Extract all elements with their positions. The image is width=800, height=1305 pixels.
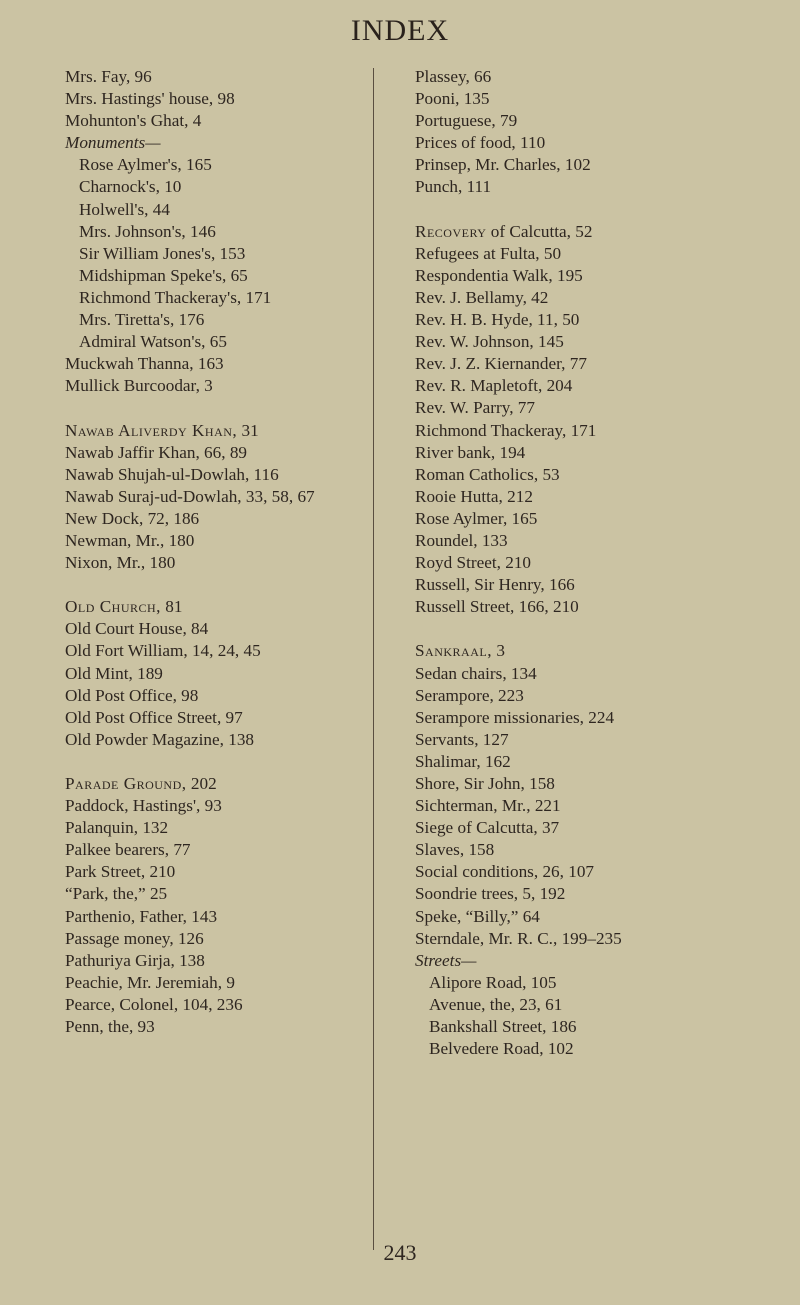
- entry-text: Muckwah Thanna, 163: [65, 354, 224, 374]
- entry-text: Bankshall Street, 186: [429, 1017, 577, 1037]
- index-subentry: [65, 154, 365, 176]
- entry-text: Old Powder Magazine, 138: [65, 729, 255, 749]
- index-subentry: [65, 199, 365, 221]
- entry-text: Old Court House, 84: [65, 619, 209, 639]
- entry-text: Parthenio, Father, 143: [65, 906, 218, 926]
- index-entry: [65, 773, 365, 795]
- index-entry: [65, 839, 365, 861]
- entry-text: Social conditions, 26, 107: [415, 862, 595, 882]
- entry-text: Rev. H. B. Hyde, 11, 50: [415, 310, 580, 330]
- spacer: [415, 618, 795, 640]
- index-subentry: [65, 176, 365, 198]
- entry-text: Sterndale, Mr. R. C., 199–235: [415, 928, 622, 948]
- entry-text: Old Post Office Street, 97: [65, 707, 243, 727]
- index-entry: [415, 265, 795, 287]
- index-entry: [65, 618, 365, 640]
- index-entry: [65, 640, 365, 662]
- entry-text: Servants, 127: [415, 729, 509, 749]
- entry-text: Mrs. Tiretta's, 176: [79, 310, 205, 330]
- spacer: [65, 397, 365, 419]
- entry-text: Nawab Jaffir Khan, 66, 89: [65, 442, 248, 462]
- index-entry: [415, 861, 795, 883]
- entry-text: Russell Street, 166, 210: [415, 597, 579, 617]
- entry-text: Respondentia Walk, 195: [415, 265, 583, 285]
- index-entry: [415, 530, 795, 552]
- index-entry: [415, 817, 795, 839]
- index-entry: [415, 508, 795, 530]
- index-entry: [415, 640, 795, 662]
- entry-text: Pearce, Colonel, 104, 236: [65, 994, 243, 1014]
- index-entry: [65, 1016, 365, 1038]
- entry-text: Prinsep, Mr. Charles, 102: [415, 155, 591, 175]
- index-column-right: [415, 66, 795, 1060]
- entry-text: Sichterman, Mr., 221: [415, 796, 561, 816]
- index-entry: [65, 817, 365, 839]
- entry-text: Charnock's, 10: [79, 177, 182, 197]
- index-entry: [415, 287, 795, 309]
- index-entry: [415, 685, 795, 707]
- entry-text: Refugees at Fulta, 50: [415, 243, 562, 263]
- entry-text: New Dock, 72, 186: [65, 508, 200, 528]
- page-title: INDEX: [350, 14, 450, 47]
- index-entry: [415, 552, 795, 574]
- column-divider: [373, 68, 374, 1250]
- index-entry: [65, 729, 365, 751]
- entry-text: Newman, Mr., 180: [65, 530, 195, 550]
- index-entry: [415, 309, 795, 331]
- entry-text: Rooie Hutta, 212: [415, 486, 533, 506]
- entry-text: Peachie, Mr. Jeremiah, 9: [65, 972, 235, 992]
- index-entry: [415, 883, 795, 905]
- index-entry: [415, 176, 795, 198]
- index-entry: [65, 552, 365, 574]
- index-entry: [65, 486, 365, 508]
- entry-text: Soondrie trees, 5, 192: [415, 884, 566, 904]
- entry-lead-smallcaps: Sankraal,: [415, 641, 493, 661]
- index-entry: [415, 596, 795, 618]
- entry-text: Mrs. Johnson's, 146: [79, 221, 216, 241]
- index-entry: [415, 353, 795, 375]
- entry-text: Slaves, 158: [415, 840, 495, 860]
- entry-text: Palkee bearers, 77: [65, 840, 191, 860]
- index-entry: [65, 596, 365, 618]
- entry-text: Paddock, Hastings', 93: [65, 796, 222, 816]
- index-entry: [415, 839, 795, 861]
- index-entry: [415, 154, 795, 176]
- entry-text: Admiral Watson's, 65: [79, 332, 227, 352]
- spacer: [415, 199, 795, 221]
- index-entry: [415, 729, 795, 751]
- entry-text: Royd Street, 210: [415, 553, 532, 573]
- index-entry: [65, 906, 365, 928]
- entry-text: Park Street, 210: [65, 862, 176, 882]
- entry-text: Rev. W. Parry, 77: [415, 398, 535, 418]
- index-entry: [415, 751, 795, 773]
- entry-text: Midshipman Speke's, 65: [79, 265, 248, 285]
- index-subentry: [65, 331, 365, 353]
- entry-text: 81: [160, 597, 183, 617]
- index-heading: [415, 950, 795, 972]
- index-entry: [415, 420, 795, 442]
- index-entry: [65, 464, 365, 486]
- entry-text: Sir William Jones's, 153: [79, 243, 246, 263]
- index-entry: [415, 707, 795, 729]
- entry-text: Serampore missionaries, 224: [415, 707, 615, 727]
- entry-text: “Park, the,” 25: [65, 884, 168, 904]
- entry-text: Mullick Burcoodar, 3: [65, 376, 213, 396]
- entry-text: Richmond Thackeray's, 171: [79, 287, 272, 307]
- index-entry: [415, 795, 795, 817]
- index-entry: [415, 110, 795, 132]
- entry-text: Russell, Sir Henry, 166: [415, 575, 575, 595]
- entry-text: 202: [186, 774, 217, 793]
- entry-text: Nawab Shujah-ul-Dowlah, 116: [65, 464, 279, 484]
- index-entry: [65, 66, 365, 88]
- entry-text: Shalimar, 162: [415, 751, 511, 771]
- entry-text: 31: [237, 420, 259, 440]
- index-entry: [415, 375, 795, 397]
- entry-text: Rev. J. Z. Kiernander, 77: [415, 354, 587, 374]
- entry-text: Rev. W. Johnson, 145: [415, 332, 564, 352]
- index-entry: [415, 928, 795, 950]
- entry-text: Portuguese, 79: [415, 111, 518, 131]
- entry-text: Sedan chairs, 134: [415, 663, 537, 683]
- entry-text: Rev. R. Mapletoft, 204: [415, 376, 573, 396]
- index-entry: [65, 508, 365, 530]
- index-entry: [65, 883, 365, 905]
- entry-text: Rev. J. Bellamy, 42: [415, 287, 549, 307]
- entry-text: Punch, 111: [415, 177, 492, 197]
- entry-text: Siege of Calcutta, 37: [415, 818, 560, 838]
- entry-lead-smallcaps: Old Church,: [65, 597, 161, 617]
- spacer: [65, 574, 365, 596]
- entry-text: 3: [492, 641, 505, 661]
- entry-text: Streets—: [415, 950, 477, 970]
- index-subentry: [65, 265, 365, 287]
- entry-text: Roundel, 133: [415, 530, 508, 550]
- entry-text: Belvedere Road, 102: [429, 1039, 574, 1059]
- index-entry: [65, 442, 365, 464]
- index-entry: [65, 685, 365, 707]
- entry-text: Avenue, the, 23, 61: [429, 994, 563, 1014]
- index-entry: [415, 663, 795, 685]
- entry-text: Speke, “Billy,” 64: [415, 906, 540, 926]
- index-subentry: [415, 1016, 795, 1038]
- index-entry: [65, 420, 365, 442]
- index-entry: [415, 221, 795, 243]
- index-heading: [65, 132, 365, 154]
- index-entry: [65, 530, 365, 552]
- index-subentry: [65, 309, 365, 331]
- index-entry: [415, 906, 795, 928]
- entry-text: Old Fort William, 14, 24, 45: [65, 641, 261, 661]
- index-subentry: [415, 972, 795, 994]
- entry-text: Roman Catholics, 53: [415, 464, 560, 484]
- index-entry: [65, 663, 365, 685]
- index-entry: [65, 110, 365, 132]
- index-entry: [415, 331, 795, 353]
- index-entry: [65, 375, 365, 397]
- index-entry: [415, 66, 795, 88]
- index-entry: [65, 950, 365, 972]
- entry-text: Old Post Office, 98: [65, 685, 199, 705]
- entry-text: Penn, the, 93: [65, 1017, 155, 1037]
- index-entry: [65, 928, 365, 950]
- entry-text: Palanquin, 132: [65, 818, 169, 838]
- index-entry: [415, 88, 795, 110]
- entry-text: Monuments—: [65, 133, 161, 153]
- index-subentry: [415, 994, 795, 1016]
- index-entry: [415, 574, 795, 596]
- index-entry: [415, 773, 795, 795]
- entry-text: Pathuriya Girja, 138: [65, 950, 205, 970]
- index-entry: [65, 972, 365, 994]
- entry-lead-smallcaps: Recovery: [415, 221, 487, 241]
- entry-text: Mohunton's Ghat, 4: [65, 111, 202, 131]
- spacer: [65, 751, 365, 773]
- index-column-left: [65, 66, 365, 1038]
- entry-text: Plassey, 66: [415, 67, 492, 86]
- entry-text: Richmond Thackeray, 171: [415, 420, 597, 440]
- page-number: 243: [383, 1240, 417, 1265]
- entry-text: River bank, 194: [415, 442, 526, 462]
- entry-lead-smallcaps: Parade Ground,: [65, 774, 187, 793]
- index-subentry: [65, 243, 365, 265]
- index-entry: [65, 795, 365, 817]
- entry-text: Prices of food, 110: [415, 133, 546, 153]
- index-entry: [415, 397, 795, 419]
- entry-text: Shore, Sir John, 158: [415, 774, 555, 793]
- index-entry: [415, 442, 795, 464]
- index-subentry: [65, 221, 365, 243]
- entry-text: Old Mint, 189: [65, 663, 163, 683]
- entry-text: Rose Aylmer, 165: [415, 508, 538, 528]
- entry-text: Mrs. Hastings' house, 98: [65, 89, 235, 109]
- index-entry: [65, 707, 365, 729]
- entry-text: Serampore, 223: [415, 685, 524, 705]
- entry-text: of Calcutta, 52: [486, 221, 593, 241]
- entry-text: Holwell's, 44: [79, 199, 170, 219]
- index-entry: [415, 243, 795, 265]
- index-entry: [415, 486, 795, 508]
- entry-text: Passage money, 126: [65, 928, 204, 948]
- entry-text: Alipore Road, 105: [429, 972, 557, 992]
- index-subentry: [415, 1038, 795, 1060]
- index-entry: [65, 353, 365, 375]
- entry-text: Nixon, Mr., 180: [65, 553, 176, 573]
- entry-lead-smallcaps: Nawab Aliverdy Khan,: [65, 420, 238, 440]
- entry-text: Rose Aylmer's, 165: [79, 155, 212, 175]
- index-entry: [65, 994, 365, 1016]
- entry-text: Pooni, 135: [415, 89, 490, 109]
- entry-text: Mrs. Fay, 96: [65, 67, 152, 86]
- index-entry: [415, 464, 795, 486]
- index-entry: [65, 88, 365, 110]
- entry-text: Nawab Suraj-ud-Dowlah, 33, 58, 67: [65, 486, 315, 506]
- index-subentry: [65, 287, 365, 309]
- index-entry: [65, 861, 365, 883]
- index-entry: [415, 132, 795, 154]
